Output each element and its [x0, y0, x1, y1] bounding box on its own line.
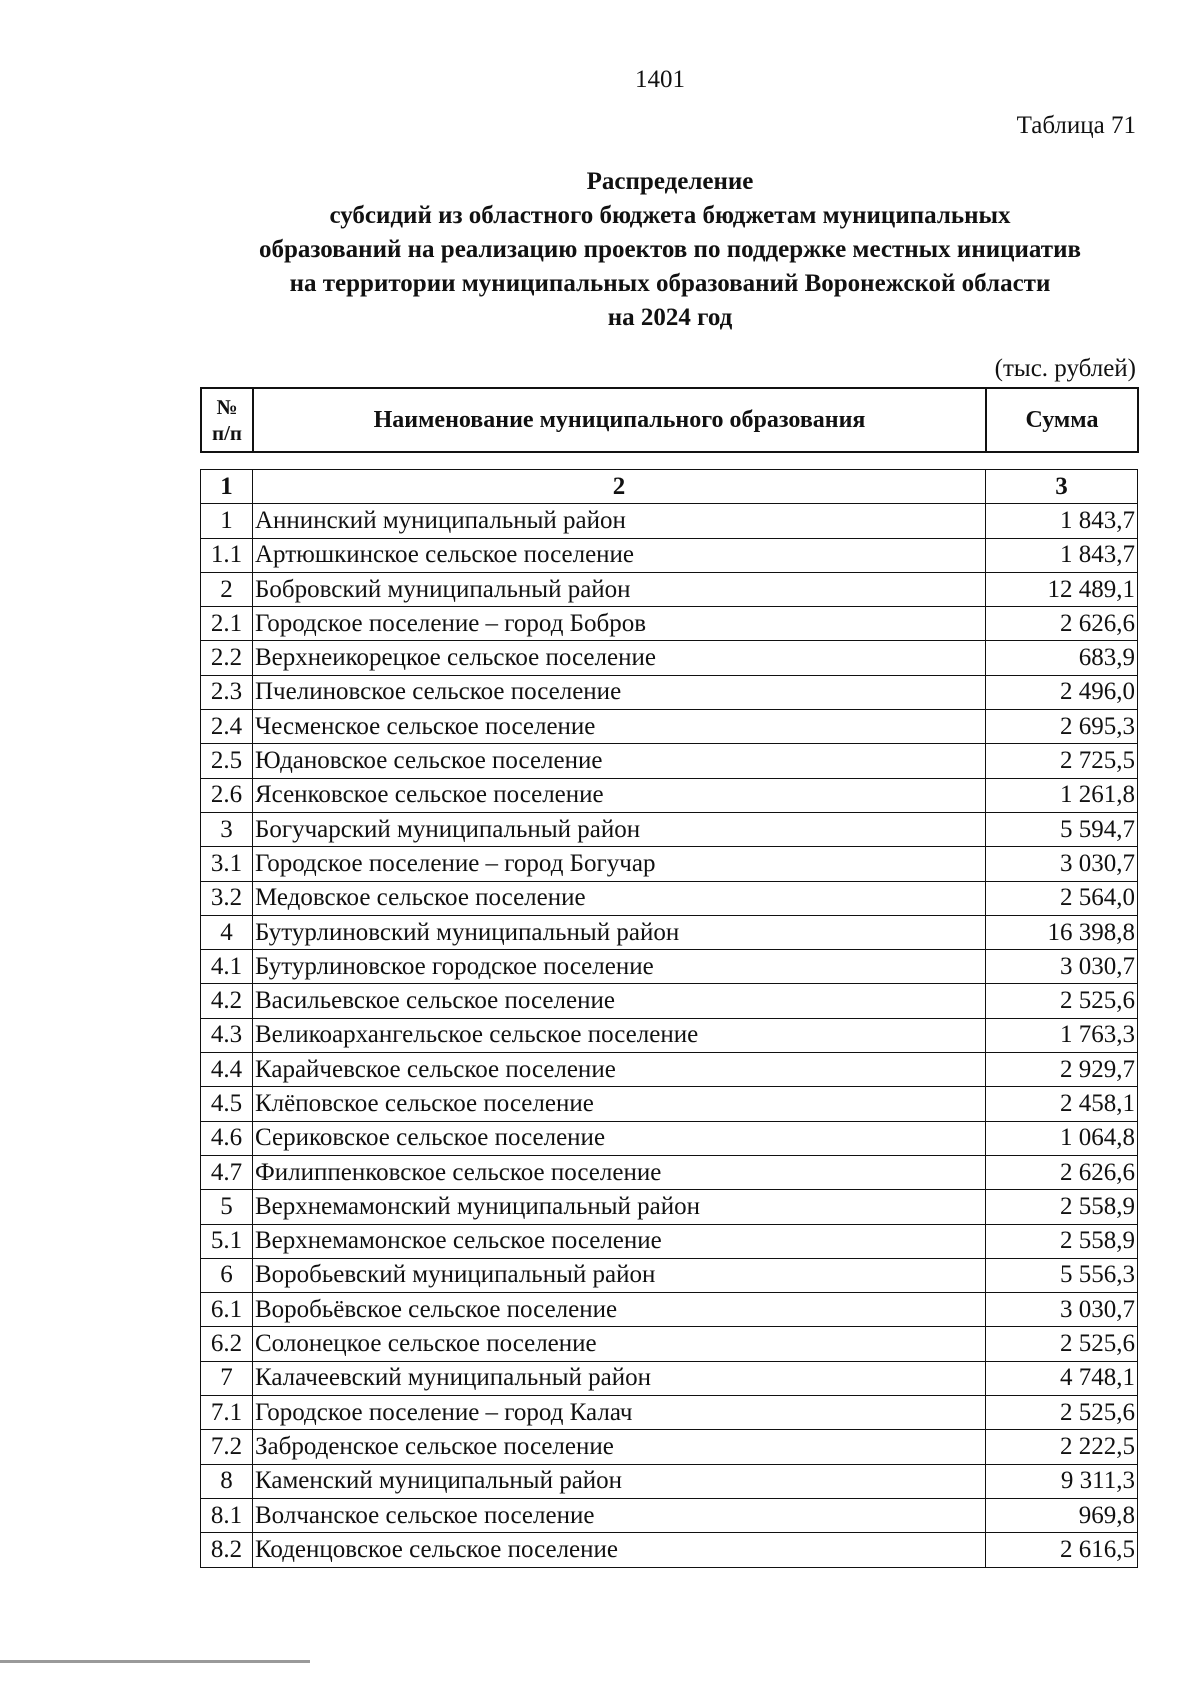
row-name-cell: Волчанское сельское поселение	[253, 1498, 986, 1532]
row-sum-cell: 4 748,1	[986, 1361, 1138, 1395]
row-name-cell: Городское поселение – город Бобров	[253, 607, 986, 641]
row-number-cell: 4.1	[201, 950, 253, 984]
header-name-cell: Наименование муниципального образования	[253, 388, 986, 452]
row-name-cell: Артюшкинское сельское поселение	[253, 538, 986, 572]
document-title	[195, 165, 1145, 335]
table-row	[201, 950, 1138, 984]
table-row	[201, 1361, 1138, 1395]
header-num-symbol: №	[216, 395, 238, 419]
row-sum-cell: 2 525,6	[986, 1396, 1138, 1430]
row-sum-cell: 2 525,6	[986, 984, 1138, 1018]
row-sum-cell: 683,9	[986, 641, 1138, 675]
table-row	[201, 675, 1138, 709]
row-name-cell: Клёповское сельское поселение	[253, 1087, 986, 1121]
row-name-cell: Воробьёвское сельское поселение	[253, 1293, 986, 1327]
row-sum-cell: 2 564,0	[986, 881, 1138, 915]
row-number-cell: 8.2	[201, 1533, 253, 1567]
row-name-cell: Бобровский муниципальный район	[253, 572, 986, 606]
row-number-cell: 5.1	[201, 1224, 253, 1258]
row-name-cell: Аннинский муниципальный район	[253, 504, 986, 538]
row-sum-cell: 9 311,3	[986, 1464, 1138, 1498]
row-name-cell: Каменский муниципальный район	[253, 1464, 986, 1498]
row-sum-cell: 3 030,7	[986, 847, 1138, 881]
row-name-cell: Чесменское сельское поселение	[253, 710, 986, 744]
row-number-cell: 1.1	[201, 538, 253, 572]
table-row	[201, 641, 1138, 675]
table-row	[201, 915, 1138, 949]
row-name-cell: Карайчевское сельское поселение	[253, 1053, 986, 1087]
row-number-cell: 7	[201, 1361, 253, 1395]
row-name-cell: Медовское сельское поселение	[253, 881, 986, 915]
table-row	[201, 538, 1138, 572]
table-row	[201, 1258, 1138, 1292]
row-sum-cell: 3 030,7	[986, 1293, 1138, 1327]
row-name-cell: Юдановское сельское поселение	[253, 744, 986, 778]
row-sum-cell: 2 222,5	[986, 1430, 1138, 1464]
row-number-cell: 3	[201, 812, 253, 846]
table-row	[201, 744, 1138, 778]
table-row	[201, 1293, 1138, 1327]
scan-artifact-line	[0, 1660, 310, 1663]
row-number-cell: 6.1	[201, 1293, 253, 1327]
row-number-cell: 6.2	[201, 1327, 253, 1361]
row-number-cell: 2.5	[201, 744, 253, 778]
row-number-cell: 8	[201, 1464, 253, 1498]
row-name-cell: Калачеевский муниципальный район	[253, 1361, 986, 1395]
row-sum-cell: 2 458,1	[986, 1087, 1138, 1121]
table-row	[201, 710, 1138, 744]
row-name-cell: Верхнеикорецкое сельское поселение	[253, 641, 986, 675]
row-name-cell: Заброденское сельское поселение	[253, 1430, 986, 1464]
table-row	[201, 881, 1138, 915]
row-sum-cell: 2 626,6	[986, 607, 1138, 641]
row-sum-cell: 1 763,3	[986, 1018, 1138, 1052]
row-name-cell: Верхнемамонское сельское поселение	[253, 1224, 986, 1258]
header-num-cell	[201, 388, 253, 452]
column-number: 1	[201, 470, 253, 504]
row-number-cell: 4.2	[201, 984, 253, 1018]
row-number-cell: 8.1	[201, 1498, 253, 1532]
row-sum-cell: 2 558,9	[986, 1224, 1138, 1258]
table-body	[201, 470, 1138, 1568]
row-name-cell: Воробьевский муниципальный район	[253, 1258, 986, 1292]
table-row	[201, 778, 1138, 812]
row-sum-cell: 2 626,6	[986, 1155, 1138, 1189]
column-number-row	[201, 470, 1138, 504]
table-row	[201, 1121, 1138, 1155]
row-number-cell: 4	[201, 915, 253, 949]
column-number: 3	[986, 470, 1138, 504]
row-sum-cell: 3 030,7	[986, 950, 1138, 984]
column-number: 2	[253, 470, 986, 504]
row-name-cell: Сериковское сельское поселение	[253, 1121, 986, 1155]
table-row	[201, 1224, 1138, 1258]
row-sum-cell: 5 594,7	[986, 812, 1138, 846]
row-number-cell: 4.4	[201, 1053, 253, 1087]
row-sum-cell: 2 525,6	[986, 1327, 1138, 1361]
row-sum-cell: 2 695,3	[986, 710, 1138, 744]
units-label: (тыс. рублей)	[994, 355, 1136, 382]
row-sum-cell: 1 843,7	[986, 504, 1138, 538]
table-row	[201, 812, 1138, 846]
table-row	[201, 1533, 1138, 1567]
table-row	[201, 504, 1138, 538]
row-number-cell: 2.2	[201, 641, 253, 675]
title-line: Распределение	[586, 168, 754, 195]
row-number-cell: 2.3	[201, 675, 253, 709]
row-name-cell: Верхнемамонский муниципальный район	[253, 1190, 986, 1224]
row-sum-cell: 2 558,9	[986, 1190, 1138, 1224]
row-sum-cell: 969,8	[986, 1498, 1138, 1532]
row-name-cell: Ясенковское сельское поселение	[253, 778, 986, 812]
table-row	[201, 1053, 1138, 1087]
row-sum-cell: 2 725,5	[986, 744, 1138, 778]
row-name-cell: Богучарский муниципальный район	[253, 812, 986, 846]
table-row	[201, 984, 1138, 1018]
row-number-cell: 4.6	[201, 1121, 253, 1155]
header-num-abbr: п/п	[211, 421, 243, 445]
header-row	[201, 388, 1138, 452]
table-row	[201, 1430, 1138, 1464]
row-sum-cell: 2 616,5	[986, 1533, 1138, 1567]
row-number-cell: 4.5	[201, 1087, 253, 1121]
title-line: субсидий из областного бюджета бюджетам муниципальных	[329, 202, 1011, 229]
row-number-cell: 2.6	[201, 778, 253, 812]
table-row	[201, 1087, 1138, 1121]
row-sum-cell: 2 496,0	[986, 675, 1138, 709]
table-row	[201, 607, 1138, 641]
table-row	[201, 1464, 1138, 1498]
row-number-cell: 7.2	[201, 1430, 253, 1464]
row-name-cell: Пчелиновское сельское поселение	[253, 675, 986, 709]
table-row	[201, 1396, 1138, 1430]
title-line: образований на реализацию проектов по поддержке местных инициатив	[259, 236, 1081, 263]
row-name-cell: Филиппенковское сельское поселение	[253, 1155, 986, 1189]
row-name-cell: Васильевское сельское поселение	[253, 984, 986, 1018]
table-row	[201, 1498, 1138, 1532]
header-sum-cell: Сумма	[986, 388, 1138, 452]
row-number-cell: 6	[201, 1258, 253, 1292]
table-label: Таблица 71	[1016, 112, 1136, 139]
title-line: на территории муниципальных образований Воронежской области	[289, 270, 1051, 297]
row-sum-cell: 1 261,8	[986, 778, 1138, 812]
row-name-cell: Городское поселение – город Богучар	[253, 847, 986, 881]
row-sum-cell: 12 489,1	[986, 572, 1138, 606]
row-name-cell: Коденцовское сельское поселение	[253, 1533, 986, 1567]
row-name-cell: Бутурлиновский муниципальный район	[253, 915, 986, 949]
table-row	[201, 1155, 1138, 1189]
title-line: на 2024 год	[607, 304, 733, 331]
row-number-cell: 3.1	[201, 847, 253, 881]
row-name-cell: Солонецкое сельское поселение	[253, 1327, 986, 1361]
row-name-cell: Великоархангельское сельское поселение	[253, 1018, 986, 1052]
table-row	[201, 1327, 1138, 1361]
row-number-cell: 1	[201, 504, 253, 538]
table-row	[201, 847, 1138, 881]
row-number-cell: 2	[201, 572, 253, 606]
row-number-cell: 7.1	[201, 1396, 253, 1430]
table-row	[201, 1018, 1138, 1052]
row-number-cell: 2.4	[201, 710, 253, 744]
row-name-cell: Бутурлиновское городское поселение	[253, 950, 986, 984]
table-row	[201, 1190, 1138, 1224]
page-number: 1401	[635, 66, 685, 93]
distribution-table	[200, 469, 1138, 1568]
row-sum-cell: 1 843,7	[986, 538, 1138, 572]
row-number-cell: 4.7	[201, 1155, 253, 1189]
row-name-cell: Городское поселение – город Калач	[253, 1396, 986, 1430]
row-number-cell: 4.3	[201, 1018, 253, 1052]
row-sum-cell: 5 556,3	[986, 1258, 1138, 1292]
row-number-cell: 3.2	[201, 881, 253, 915]
row-number-cell: 2.1	[201, 607, 253, 641]
row-sum-cell: 1 064,8	[986, 1121, 1138, 1155]
row-number-cell: 5	[201, 1190, 253, 1224]
table-header	[200, 387, 1139, 453]
table-row	[201, 572, 1138, 606]
row-sum-cell: 2 929,7	[986, 1053, 1138, 1087]
row-sum-cell: 16 398,8	[986, 915, 1138, 949]
